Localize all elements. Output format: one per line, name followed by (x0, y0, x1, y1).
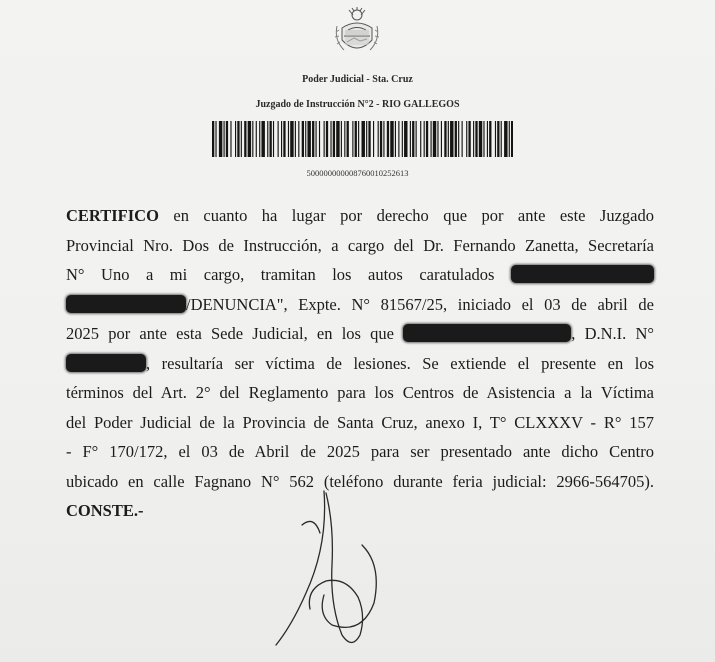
barcode-bar (235, 121, 236, 157)
barcode-bar (283, 121, 285, 157)
barcode-bar (341, 121, 342, 157)
conste-closing: CONSTE.- (66, 501, 144, 520)
court-office: Juzgado de Instrucción N°2 - RIO GALLEGOS (255, 99, 460, 110)
barcode-bar (336, 121, 339, 157)
barcode-bar (298, 121, 299, 157)
barcode-bar (468, 121, 470, 157)
barcode-bar (433, 121, 436, 157)
barcode-bar (307, 121, 310, 157)
certificate-line: /DENUNCIA", Expte. N° 81567/25, iniciado el 03 de abril de (66, 290, 654, 320)
certificate-line: CERTIFICO en cuanto ha lugar por derecho que por ante este Juzgado (66, 206, 654, 225)
barcode-bar (278, 121, 279, 157)
barcode-bar (458, 121, 459, 157)
certifico-heading: CERTIFICO (66, 206, 159, 225)
barcode-bar (295, 121, 296, 157)
barcode-bar (412, 121, 414, 157)
barcode-bar (410, 121, 411, 157)
barcode-bar (475, 121, 477, 157)
barcode-bar (326, 121, 328, 157)
barcode-bar (501, 121, 502, 157)
barcode-bar (395, 121, 396, 157)
barcode-bar (319, 121, 320, 157)
barcode-bar (270, 121, 272, 157)
barcode-bar (362, 121, 365, 157)
barcode-bar (244, 121, 246, 157)
certificate-line: ubicado en calle Fagnano N° 562 (teléfono durante feria judicial: 2966-564705). (66, 471, 654, 491)
barcode-bar (256, 121, 257, 157)
barcode-bar (455, 121, 457, 157)
handwritten-signature (262, 485, 392, 655)
redaction-bar (66, 295, 186, 313)
barcode-bar (347, 121, 349, 157)
barcode-bar (378, 121, 379, 157)
barcode-bar (290, 121, 293, 157)
barcode-bar (224, 121, 225, 157)
court-name: Poder Judicial - Sta. Cruz (302, 74, 413, 85)
barcode-bar (366, 121, 367, 157)
certificate-line: del Poder Judicial de la Provincia de Santa Cruz, anexo I, T° CLXXXV - R° 157 (66, 412, 654, 432)
barcode-bar (497, 121, 499, 157)
barcode-bar (511, 121, 513, 157)
barcode-bar (483, 121, 484, 157)
barcode-bar (312, 121, 314, 157)
barcode-bar (259, 121, 260, 157)
barcode-bar (387, 121, 389, 157)
redaction-bar (511, 265, 654, 283)
barcode-bar (448, 121, 449, 157)
redaction-bar (403, 324, 571, 342)
barcode-bar (288, 121, 289, 157)
barcode-bar (302, 121, 304, 157)
barcode-bar (416, 121, 417, 157)
barcode-bar (462, 121, 463, 157)
coat-of-arms-icon (334, 6, 380, 58)
barcode-bar (424, 121, 425, 157)
barcode-bar (281, 121, 282, 157)
barcode-bar (330, 121, 331, 157)
barcode-bar (273, 121, 274, 157)
barcode-bar (487, 121, 488, 157)
barcode-bar (324, 121, 325, 157)
barcode-bar (398, 121, 399, 157)
barcode-bar (215, 121, 216, 157)
barcode-bar (373, 121, 374, 157)
barcode-bar (344, 121, 345, 157)
barcode-bar (355, 121, 357, 157)
barcode-bar (305, 121, 306, 157)
barcode-bar (219, 121, 222, 157)
barcode-bar (261, 121, 264, 157)
barcode-bar (252, 121, 253, 157)
barcode-bar (402, 121, 403, 157)
barcode-bar (504, 121, 507, 157)
certificate-line: 2025 por ante esta Sede Judicial, en los que , D.N.I. N° (66, 324, 655, 343)
barcode-bar (495, 121, 496, 157)
barcode-bar (420, 121, 421, 157)
barcode-bar (241, 121, 242, 157)
barcode-bar (267, 121, 268, 157)
barcode-bar (479, 121, 482, 157)
barcode-bar (237, 121, 239, 157)
barcode-bar (352, 121, 353, 157)
certificate-line: términos del Art. 2° del Reglamento para los Centros de Asistencia a la Víctima (66, 383, 654, 402)
barcode-bar (390, 121, 393, 157)
barcode-bar (509, 121, 510, 157)
barcode-bar (368, 121, 370, 157)
barcode-bar (226, 121, 228, 157)
barcode-bar (466, 121, 467, 157)
barcode-bar (358, 121, 359, 157)
barcode-bar (404, 121, 407, 157)
certificate-line: - F° 170/172, el 03 de Abril de 2025 para ser presentado ante dicho Centro (66, 442, 654, 461)
barcode-bar (230, 121, 231, 157)
barcode-number: 500000000008760010252613 (306, 168, 409, 178)
barcode-bar (489, 121, 491, 157)
certificate-line: , resultaría ser víctima de lesiones. Se extiende el presente en los (66, 349, 654, 379)
barcode (212, 121, 513, 157)
barcode-bar (380, 121, 382, 157)
barcode-bar (248, 121, 251, 157)
barcode-bar (431, 121, 432, 157)
barcode-bar (437, 121, 438, 157)
barcode-bar (444, 121, 446, 157)
certificate-line: N° Uno a mi cargo, tramitan los autos caratulados (66, 260, 654, 290)
certificate-line: Provincial Nro. Dos de Instrucción, a cargo del Dr. Fernando Zanetta, Secretaría (66, 235, 654, 255)
barcode-bar (212, 121, 214, 157)
barcode-bar (426, 121, 428, 157)
barcode-bar (383, 121, 384, 157)
barcode-bar (441, 121, 442, 157)
barcode-bar (316, 121, 317, 157)
barcode-bar (333, 121, 335, 157)
certificate-body (66, 201, 654, 526)
barcode-bar (450, 121, 453, 157)
redaction-bar (66, 354, 146, 372)
barcode-bar (473, 121, 474, 157)
